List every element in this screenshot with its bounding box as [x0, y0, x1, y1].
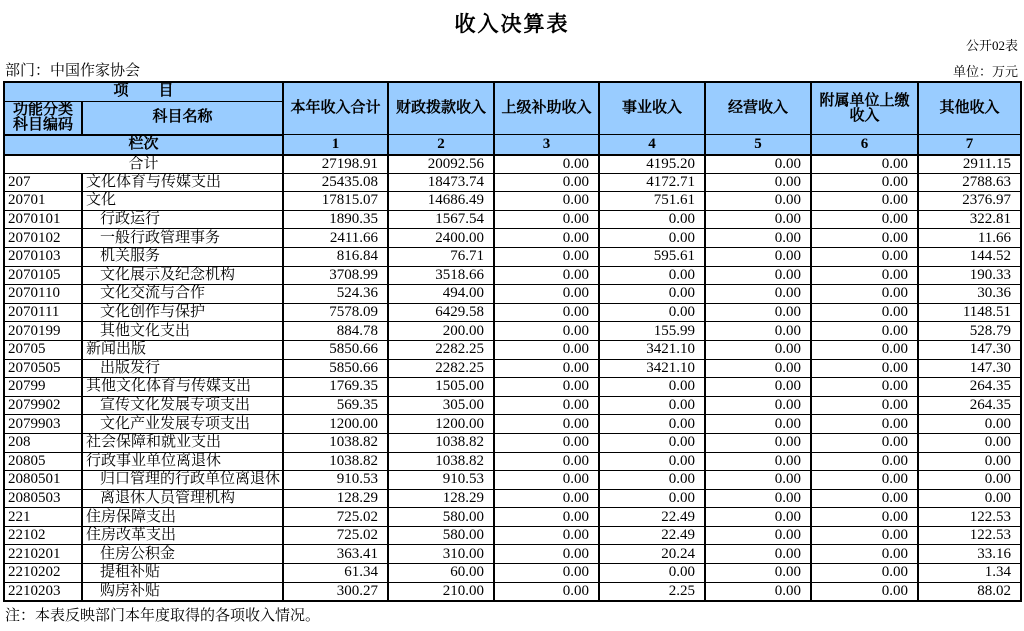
header-column-business: 事业收入: [599, 82, 705, 135]
table-row: [4, 247, 1021, 266]
row-value: 0.00: [494, 229, 599, 248]
row-value: 6429.58: [388, 303, 494, 322]
income-table: [3, 81, 1022, 602]
row-name: 住房公积金: [82, 545, 283, 564]
row-value: 0.00: [811, 526, 918, 545]
row-value: 0.00: [494, 359, 599, 378]
row-value: 0.00: [599, 452, 705, 471]
row-code: 2070111: [4, 303, 82, 322]
row-code: 2070110: [4, 285, 82, 304]
row-value: 0.00: [811, 359, 918, 378]
row-value: 0.00: [705, 433, 811, 452]
row-value: 30.36: [918, 285, 1021, 304]
row-name: 社会保障和就业支出: [82, 433, 283, 452]
row-name: 行政事业单位离退休: [82, 452, 283, 471]
row-value: 0.00: [811, 285, 918, 304]
row-value: 147.30: [918, 340, 1021, 359]
row-value: 147.30: [918, 359, 1021, 378]
row-value: 22.49: [599, 508, 705, 527]
row-value: 4172.71: [599, 173, 705, 192]
table-row: [4, 210, 1021, 229]
meta-line: [5, 54, 1018, 81]
header-column-subsidy: 上级补助收入: [494, 82, 599, 135]
row-value: 76.71: [388, 247, 494, 266]
row-value: 0.00: [811, 229, 918, 248]
row-value: 0.00: [599, 415, 705, 434]
row-value: 0.00: [811, 266, 918, 285]
header-column-total: 本年收入合计: [283, 82, 388, 135]
header-lanci-number: 2: [388, 135, 494, 155]
row-value: 1505.00: [388, 378, 494, 397]
row-value: 1200.00: [388, 415, 494, 434]
header-project: 项 目: [4, 82, 283, 101]
total-value: 0.00: [811, 155, 918, 174]
table-row: [4, 266, 1021, 285]
row-value: 0.00: [705, 396, 811, 415]
row-value: 0.00: [494, 489, 599, 508]
table-row: [4, 471, 1021, 490]
row-value: 17815.07: [283, 192, 388, 211]
row-value: 264.35: [918, 396, 1021, 415]
row-code: 2070105: [4, 266, 82, 285]
row-value: 0.00: [494, 582, 599, 601]
header-lanci-number: 5: [705, 135, 811, 155]
row-code: 2070102: [4, 229, 82, 248]
row-value: 14686.49: [388, 192, 494, 211]
row-value: 5850.66: [283, 340, 388, 359]
table-row: [4, 322, 1021, 341]
unit-label: 单位：万元: [952, 64, 1018, 79]
row-code: 208: [4, 433, 82, 452]
table-row: [4, 489, 1021, 508]
row-value: 0.00: [705, 489, 811, 508]
row-value: 0.00: [599, 266, 705, 285]
row-value: 310.00: [388, 545, 494, 564]
row-value: 0.00: [494, 322, 599, 341]
row-value: 0.00: [599, 564, 705, 583]
row-value: 0.00: [811, 415, 918, 434]
row-value: 0.00: [705, 582, 811, 601]
row-value: 2282.25: [388, 340, 494, 359]
row-value: 0.00: [811, 545, 918, 564]
row-value: 25435.08: [283, 173, 388, 192]
row-value: 725.02: [283, 508, 388, 527]
row-value: 0.00: [705, 266, 811, 285]
row-code: 20805: [4, 452, 82, 471]
header-row-project: [4, 82, 1021, 101]
total-value: 4195.20: [599, 155, 705, 174]
row-value: 494.00: [388, 285, 494, 304]
row-value: 1.34: [918, 564, 1021, 583]
row-value: 3708.99: [283, 266, 388, 285]
row-value: 0.00: [918, 433, 1021, 452]
row-value: 884.78: [283, 322, 388, 341]
row-value: 0.00: [705, 359, 811, 378]
row-value: 363.41: [283, 545, 388, 564]
row-value: 2788.63: [918, 173, 1021, 192]
row-value: 0.00: [811, 564, 918, 583]
header-lanci-label: 栏次: [4, 135, 283, 155]
row-name: 新闻出版: [82, 340, 283, 359]
row-value: 524.36: [283, 285, 388, 304]
row-code: 2070199: [4, 322, 82, 341]
table-row: [4, 285, 1021, 304]
row-code: 221: [4, 508, 82, 527]
total-value: 27198.91: [283, 155, 388, 174]
total-value: 20092.56: [388, 155, 494, 174]
row-value: 0.00: [599, 433, 705, 452]
table-row: [4, 545, 1021, 564]
row-name: 行政运行: [82, 210, 283, 229]
form-code: 公开02表: [965, 38, 1018, 53]
row-value: 0.00: [705, 322, 811, 341]
row-value: 0.00: [811, 508, 918, 527]
row-value: 0.00: [705, 526, 811, 545]
row-value: 1038.82: [388, 452, 494, 471]
row-value: 0.00: [705, 173, 811, 192]
row-value: 0.00: [918, 471, 1021, 490]
row-value: 0.00: [494, 471, 599, 490]
row-value: 88.02: [918, 582, 1021, 601]
row-value: 2376.97: [918, 192, 1021, 211]
row-value: 0.00: [494, 508, 599, 527]
row-value: 0.00: [494, 192, 599, 211]
table-row: [4, 582, 1021, 601]
row-value: 0.00: [494, 433, 599, 452]
row-value: 144.52: [918, 247, 1021, 266]
table-row: [4, 192, 1021, 211]
table-row: [4, 415, 1021, 434]
row-value: 3421.10: [599, 340, 705, 359]
row-value: 200.00: [388, 322, 494, 341]
row-value: 122.53: [918, 526, 1021, 545]
row-value: 0.00: [705, 452, 811, 471]
row-code: 207: [4, 173, 82, 192]
row-value: 122.53: [918, 508, 1021, 527]
table-row: [4, 452, 1021, 471]
header-lanci-number: 6: [811, 135, 918, 155]
row-value: 0.00: [811, 378, 918, 397]
row-value: 1200.00: [283, 415, 388, 434]
row-value: 0.00: [811, 340, 918, 359]
row-value: 128.29: [388, 489, 494, 508]
row-value: 528.79: [918, 322, 1021, 341]
row-value: 0.00: [494, 545, 599, 564]
row-value: 61.34: [283, 564, 388, 583]
row-value: 0.00: [705, 378, 811, 397]
row-value: 0.00: [494, 396, 599, 415]
row-code: 2070101: [4, 210, 82, 229]
row-code: 20705: [4, 340, 82, 359]
table-row: [4, 229, 1021, 248]
row-value: 1769.35: [283, 378, 388, 397]
table-note: 注：本表反映部门本年度取得的各项收入情况。: [5, 607, 321, 624]
row-value: 0.00: [811, 471, 918, 490]
row-value: 20.24: [599, 545, 705, 564]
total-value: 0.00: [705, 155, 811, 174]
row-value: 1890.35: [283, 210, 388, 229]
row-value: 11.66: [918, 229, 1021, 248]
row-code: 2080501: [4, 471, 82, 490]
row-value: 0.00: [705, 210, 811, 229]
row-value: 0.00: [494, 303, 599, 322]
header-column-operating: 经营收入: [705, 82, 811, 135]
row-name: 出版发行: [82, 359, 283, 378]
table-body: [4, 155, 1021, 601]
row-value: 725.02: [283, 526, 388, 545]
row-value: 0.00: [494, 378, 599, 397]
total-value: 0.00: [494, 155, 599, 174]
row-value: 1148.51: [918, 303, 1021, 322]
row-value: 0.00: [599, 285, 705, 304]
row-value: 1567.54: [388, 210, 494, 229]
row-value: 1038.82: [388, 433, 494, 452]
row-value: 0.00: [494, 247, 599, 266]
table-row: [4, 173, 1021, 192]
total-row: [4, 155, 1021, 174]
row-value: 0.00: [494, 285, 599, 304]
row-value: 0.00: [811, 247, 918, 266]
row-value: 2411.66: [283, 229, 388, 248]
department-label: 部门：中国作家协会: [5, 63, 141, 79]
row-value: 0.00: [811, 396, 918, 415]
row-value: 155.99: [599, 322, 705, 341]
row-value: 0.00: [599, 303, 705, 322]
row-value: 22.49: [599, 526, 705, 545]
row-value: 0.00: [494, 564, 599, 583]
table-row: [4, 396, 1021, 415]
row-value: 0.00: [705, 564, 811, 583]
row-value: 322.81: [918, 210, 1021, 229]
row-value: 910.53: [388, 471, 494, 490]
row-value: 0.00: [599, 378, 705, 397]
row-value: 580.00: [388, 526, 494, 545]
row-code: 20701: [4, 192, 82, 211]
header-lanci-number: 7: [918, 135, 1021, 155]
row-code: 20799: [4, 378, 82, 397]
row-name: 其他文化支出: [82, 322, 283, 341]
table-row: [4, 526, 1021, 545]
row-value: 0.00: [494, 452, 599, 471]
row-code: 2210203: [4, 582, 82, 601]
row-name: 文化展示及纪念机构: [82, 266, 283, 285]
row-value: 0.00: [705, 229, 811, 248]
row-value: 0.00: [705, 415, 811, 434]
row-value: 0.00: [811, 210, 918, 229]
row-value: 1038.82: [283, 433, 388, 452]
document-page: [0, 10, 1024, 631]
row-name: 机关服务: [82, 247, 283, 266]
row-value: 816.84: [283, 247, 388, 266]
row-value: 5850.66: [283, 359, 388, 378]
row-name: 住房改革支出: [82, 526, 283, 545]
header-lanci-number: 4: [599, 135, 705, 155]
row-value: 0.00: [599, 471, 705, 490]
row-value: 0.00: [811, 192, 918, 211]
row-code: 2070103: [4, 247, 82, 266]
row-code: 2079903: [4, 415, 82, 434]
row-name: 购房补贴: [82, 582, 283, 601]
row-name: 文化交流与合作: [82, 285, 283, 304]
row-value: 0.00: [811, 452, 918, 471]
row-value: 264.35: [918, 378, 1021, 397]
row-name: 一般行政管理事务: [82, 229, 283, 248]
row-name: 文化产业发展专项支出: [82, 415, 283, 434]
row-value: 0.00: [811, 582, 918, 601]
row-value: 0.00: [918, 415, 1021, 434]
row-value: 0.00: [705, 471, 811, 490]
row-value: 0.00: [599, 489, 705, 508]
row-value: 33.16: [918, 545, 1021, 564]
row-value: 595.61: [599, 247, 705, 266]
row-value: 0.00: [705, 508, 811, 527]
row-value: 0.00: [705, 545, 811, 564]
row-value: 910.53: [283, 471, 388, 490]
row-value: 305.00: [388, 396, 494, 415]
table-row: [4, 340, 1021, 359]
row-value: 0.00: [811, 322, 918, 341]
row-value: 3421.10: [599, 359, 705, 378]
row-value: 0.00: [494, 415, 599, 434]
row-value: 0.00: [494, 210, 599, 229]
row-value: 190.33: [918, 266, 1021, 285]
row-value: 0.00: [811, 489, 918, 508]
row-value: 0.00: [494, 340, 599, 359]
header-lanci-number: 3: [494, 135, 599, 155]
row-name: 文化体育与传媒支出: [82, 173, 283, 192]
row-value: 580.00: [388, 508, 494, 527]
total-value: 2911.15: [918, 155, 1021, 174]
row-value: 0.00: [811, 433, 918, 452]
table-row: [4, 508, 1021, 527]
row-value: 2.25: [599, 582, 705, 601]
row-value: 0.00: [705, 303, 811, 322]
row-value: 0.00: [918, 489, 1021, 508]
row-value: 0.00: [599, 210, 705, 229]
row-value: 0.00: [705, 192, 811, 211]
row-code: 2210202: [4, 564, 82, 583]
row-value: 0.00: [494, 526, 599, 545]
row-code: 2079902: [4, 396, 82, 415]
row-name: 宣传文化发展专项支出: [82, 396, 283, 415]
row-code: 2080503: [4, 489, 82, 508]
row-value: 1038.82: [283, 452, 388, 471]
row-value: 0.00: [599, 229, 705, 248]
row-value: 18473.74: [388, 173, 494, 192]
table-row: [4, 433, 1021, 452]
row-name: 提租补贴: [82, 564, 283, 583]
row-value: 0.00: [811, 173, 918, 192]
header-column-fiscal: 财政拨款收入: [388, 82, 494, 135]
header-code-title: 功能分类科目编码: [4, 101, 82, 135]
row-name: 归口管理的行政单位离退休: [82, 471, 283, 490]
row-value: 0.00: [599, 396, 705, 415]
row-value: 569.35: [283, 396, 388, 415]
table-row: [4, 378, 1021, 397]
table-row: [4, 564, 1021, 583]
row-value: 0.00: [811, 303, 918, 322]
row-name: 文化: [82, 192, 283, 211]
header-subject-name: 科目名称: [82, 101, 283, 135]
header-lanci-number: 1: [283, 135, 388, 155]
row-code: 2070505: [4, 359, 82, 378]
row-value: 0.00: [494, 173, 599, 192]
header-column-other: 其他收入: [918, 82, 1021, 135]
row-value: 3518.66: [388, 266, 494, 285]
row-value: 7578.09: [283, 303, 388, 322]
row-name: 住房保障支出: [82, 508, 283, 527]
row-value: 2400.00: [388, 229, 494, 248]
row-code: 2210201: [4, 545, 82, 564]
row-value: 0.00: [705, 340, 811, 359]
row-value: 0.00: [705, 247, 811, 266]
table-row: [4, 303, 1021, 322]
row-value: 300.27: [283, 582, 388, 601]
row-name: 其他文化体育与传媒支出: [82, 378, 283, 397]
header-row-lanci: [4, 135, 1021, 155]
row-value: 0.00: [918, 452, 1021, 471]
header-column-affiliated: 附属单位上缴收入: [811, 82, 918, 135]
row-value: 751.61: [599, 192, 705, 211]
total-label: 合计: [4, 155, 283, 174]
row-value: 0.00: [705, 285, 811, 304]
row-value: 2282.25: [388, 359, 494, 378]
table-row: [4, 359, 1021, 378]
row-value: 210.00: [388, 582, 494, 601]
row-value: 128.29: [283, 489, 388, 508]
page-title: 收入决算表: [454, 12, 570, 36]
row-code: 22102: [4, 526, 82, 545]
row-name: 文化创作与保护: [82, 303, 283, 322]
row-value: 0.00: [494, 266, 599, 285]
row-value: 60.00: [388, 564, 494, 583]
row-name: 离退休人员管理机构: [82, 489, 283, 508]
